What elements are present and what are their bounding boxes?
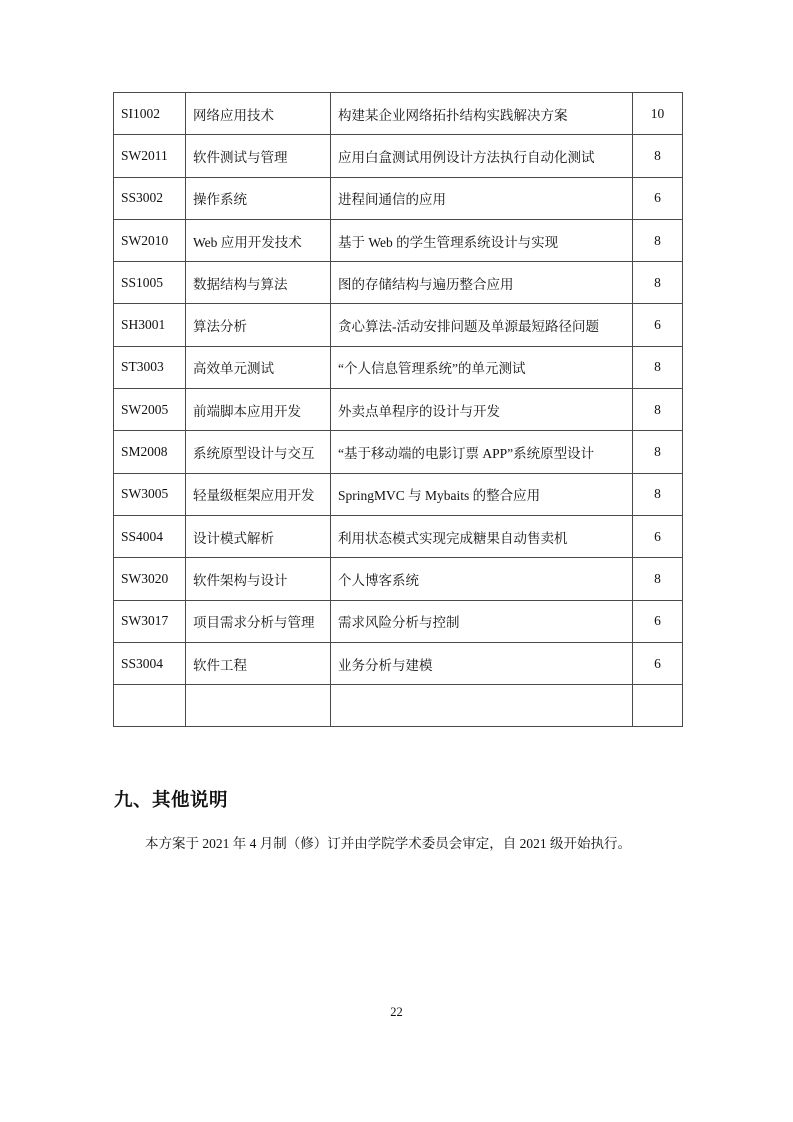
project-name-cell: 图的存储结构与遍历整合应用	[331, 262, 633, 304]
course-name-cell: 软件测试与管理	[186, 135, 331, 177]
course-code-cell: SI1002	[114, 93, 186, 135]
hours-cell: 8	[633, 473, 683, 515]
hours-cell: 8	[633, 262, 683, 304]
hours-cell: 8	[633, 431, 683, 473]
table-body	[114, 93, 683, 727]
course-name-cell: 操作系统	[186, 177, 331, 219]
hours-cell: 10	[633, 93, 683, 135]
course-code-cell: SM2008	[114, 431, 186, 473]
section-paragraph: 本方案于 2021 年 4 月制（修）订并由学院学术委员会审定，自 2021 级开始执行。	[145, 836, 631, 851]
course-code-cell: SS3004	[114, 642, 186, 684]
table-row	[114, 515, 683, 557]
course-name-cell	[186, 685, 331, 727]
course-code-cell: SW3005	[114, 473, 186, 515]
hours-cell	[633, 685, 683, 727]
course-code-cell	[114, 685, 186, 727]
table-row	[114, 219, 683, 261]
course-code-cell: SW2005	[114, 389, 186, 431]
hours-cell: 6	[633, 515, 683, 557]
project-name-cell	[331, 685, 633, 727]
course-name-cell: 高效单元测试	[186, 346, 331, 388]
page-number: 22	[390, 1005, 403, 1019]
table-row	[114, 600, 683, 642]
course-code-cell: SH3001	[114, 304, 186, 346]
project-name-cell: 构建某企业网络拓扑结构实践解决方案	[331, 93, 633, 135]
table-row	[114, 685, 683, 727]
table-row	[114, 346, 683, 388]
project-name-cell: “基于移动端的电影订票 APP”系统原型设计	[331, 431, 633, 473]
table-row	[114, 262, 683, 304]
project-name-cell: “个人信息管理系统”的单元测试	[331, 346, 633, 388]
section-heading: 九、其他说明	[114, 790, 229, 811]
course-name-cell: 软件工程	[186, 642, 331, 684]
course-name-cell: 轻量级框架应用开发	[186, 473, 331, 515]
table-row	[114, 304, 683, 346]
project-name-cell: 个人博客系统	[331, 558, 633, 600]
course-name-cell: 系统原型设计与交互	[186, 431, 331, 473]
course-code-cell: SS3002	[114, 177, 186, 219]
course-name-cell: 项目需求分析与管理	[186, 600, 331, 642]
table-row	[114, 93, 683, 135]
course-code-cell: SW2010	[114, 219, 186, 261]
project-name-cell: 业务分析与建模	[331, 642, 633, 684]
table-row	[114, 473, 683, 515]
hours-cell: 8	[633, 219, 683, 261]
project-name-cell: 利用状态模式实现完成糖果自动售卖机	[331, 515, 633, 557]
table-row	[114, 642, 683, 684]
course-name-cell: 设计模式解析	[186, 515, 331, 557]
course-name-cell: 网络应用技术	[186, 93, 331, 135]
course-code-cell: SW3020	[114, 558, 186, 600]
hours-cell: 8	[633, 389, 683, 431]
hours-cell: 6	[633, 600, 683, 642]
course-code-cell: SS1005	[114, 262, 186, 304]
hours-cell: 6	[633, 304, 683, 346]
hours-cell: 6	[633, 642, 683, 684]
course-code-cell: ST3003	[114, 346, 186, 388]
hours-cell: 6	[633, 177, 683, 219]
course-name-cell: 数据结构与算法	[186, 262, 331, 304]
course-name-cell: 算法分析	[186, 304, 331, 346]
course-name-cell: Web 应用开发技术	[186, 219, 331, 261]
course-code-cell: SW3017	[114, 600, 186, 642]
table-row	[114, 135, 683, 177]
project-name-cell: 应用白盒测试用例设计方法执行自动化测试	[331, 135, 633, 177]
table-row	[114, 558, 683, 600]
course-code-cell: SS4004	[114, 515, 186, 557]
course-project-table	[113, 92, 683, 727]
table-row	[114, 389, 683, 431]
hours-cell: 8	[633, 558, 683, 600]
project-name-cell: SpringMVC 与 Mybaits 的整合应用	[331, 473, 633, 515]
table-row	[114, 177, 683, 219]
table-row	[114, 431, 683, 473]
project-name-cell: 外卖点单程序的设计与开发	[331, 389, 633, 431]
hours-cell: 8	[633, 135, 683, 177]
project-name-cell: 进程间通信的应用	[331, 177, 633, 219]
course-code-cell: SW2011	[114, 135, 186, 177]
project-name-cell: 基于 Web 的学生管理系统设计与实现	[331, 219, 633, 261]
course-name-cell: 软件架构与设计	[186, 558, 331, 600]
project-name-cell: 需求风险分析与控制	[331, 600, 633, 642]
course-name-cell: 前端脚本应用开发	[186, 389, 331, 431]
project-name-cell: 贪心算法-活动安排问题及单源最短路径问题	[331, 304, 633, 346]
hours-cell: 8	[633, 346, 683, 388]
